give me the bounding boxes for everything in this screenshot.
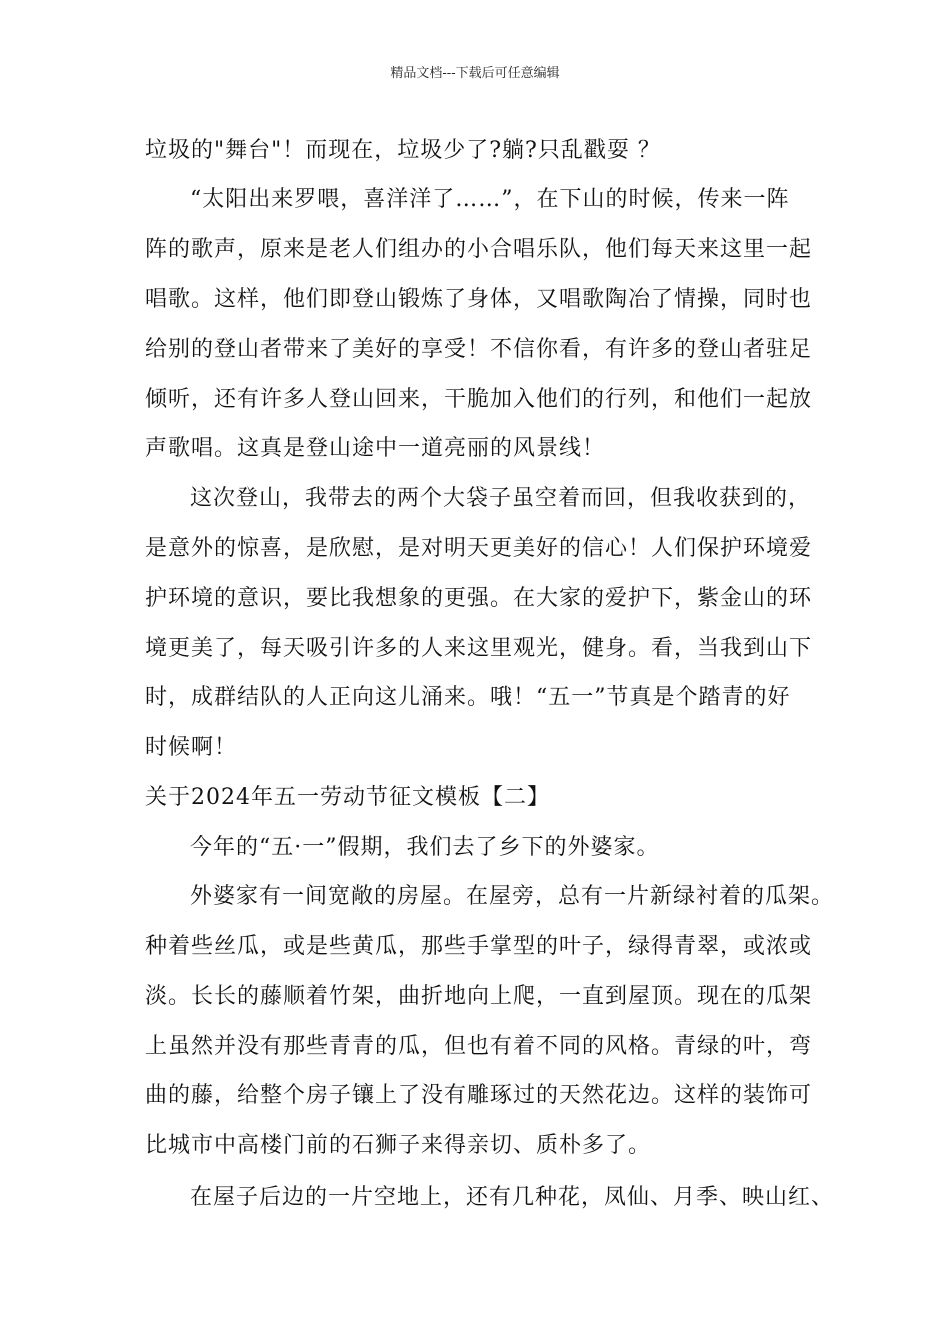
text-line-7: 声歌唱。这真是登山途中一道亮丽的风景线！ [145, 436, 606, 461]
text-line-13: 时候啊！ [145, 735, 238, 760]
text-line-15: 今年的“五·一”假期，我们去了乡下的外婆家。 [190, 835, 660, 860]
text-line-18: 淡。长长的藤顺着竹架，曲折地向上爬，一直到屋顶。现在的瓜架 [145, 984, 813, 1009]
text-line-21: 比城市中高楼门前的石狮子来得亲切、质朴多了。 [145, 1133, 652, 1158]
section-heading: 关于2024年五一劳动节征文模板【二】 [145, 785, 550, 810]
text-line-8: 这次登山，我带去的两个大袋子虽空着而回，但我收获到的， [190, 486, 812, 511]
text-line-9: 是意外的惊喜，是欣慰，是对明天更美好的信心！人们保护环境爱 [145, 536, 813, 561]
text-line-6: 倾听，还有许多人登山回来，干脆加入他们的行列，和他们一起放 [145, 387, 813, 412]
text-line-10: 护环境的意识，要比我想象的更强。在大家的爱护下，紫金山的环 [145, 586, 813, 611]
text-line-19: 上虽然并没有那些青青的瓜，但也有着不同的风格。青绿的叶，弯 [145, 1034, 813, 1059]
text-line-3: 阵的歌声，原来是老人们组办的小合唱乐队，他们每天来这里一起 [145, 237, 813, 262]
text-line-2: “太阳出来罗喂，喜洋洋了……”，在下山的时候，传来一阵 [190, 187, 790, 212]
text-line-16: 外婆家有一间宽敞的房屋。在屋旁，总有一片新绿衬着的瓜架。 [190, 884, 835, 909]
text-line-20: 曲的藤，给整个房子镶上了没有雕琢过的天然花边。这样的装饰可 [145, 1083, 813, 1108]
text-line-11: 境更美了，每天吸引许多的人来这里观光，健身。看，当我到山下 [145, 636, 813, 661]
text-line-4: 唱歌。这样，他们即登山锻炼了身体，又唱歌陶冶了情操，同时也 [145, 287, 813, 312]
text-line-1: 垃圾的"舞台"！而现在，垃圾少了?躺?只乱戳耍 ？ [145, 138, 661, 163]
text-line-5: 给别的登山者带来了美好的享受！不信你看，有许多的登山者驻足 [145, 337, 813, 362]
page-header: 精品文档---下载后可任意编辑 [390, 66, 560, 81]
text-line-22: 在屋子后边的一片空地上，还有几种花，凤仙、月季、映山红、 [190, 1185, 835, 1210]
text-line-17: 种着些丝瓜，或是些黄瓜，那些手掌型的叶子，绿得青翠，或浓或 [145, 934, 813, 959]
text-line-12: 时，成群结队的人正向这儿涌来。哦！“五一”节真是个踏青的好 [145, 685, 791, 710]
